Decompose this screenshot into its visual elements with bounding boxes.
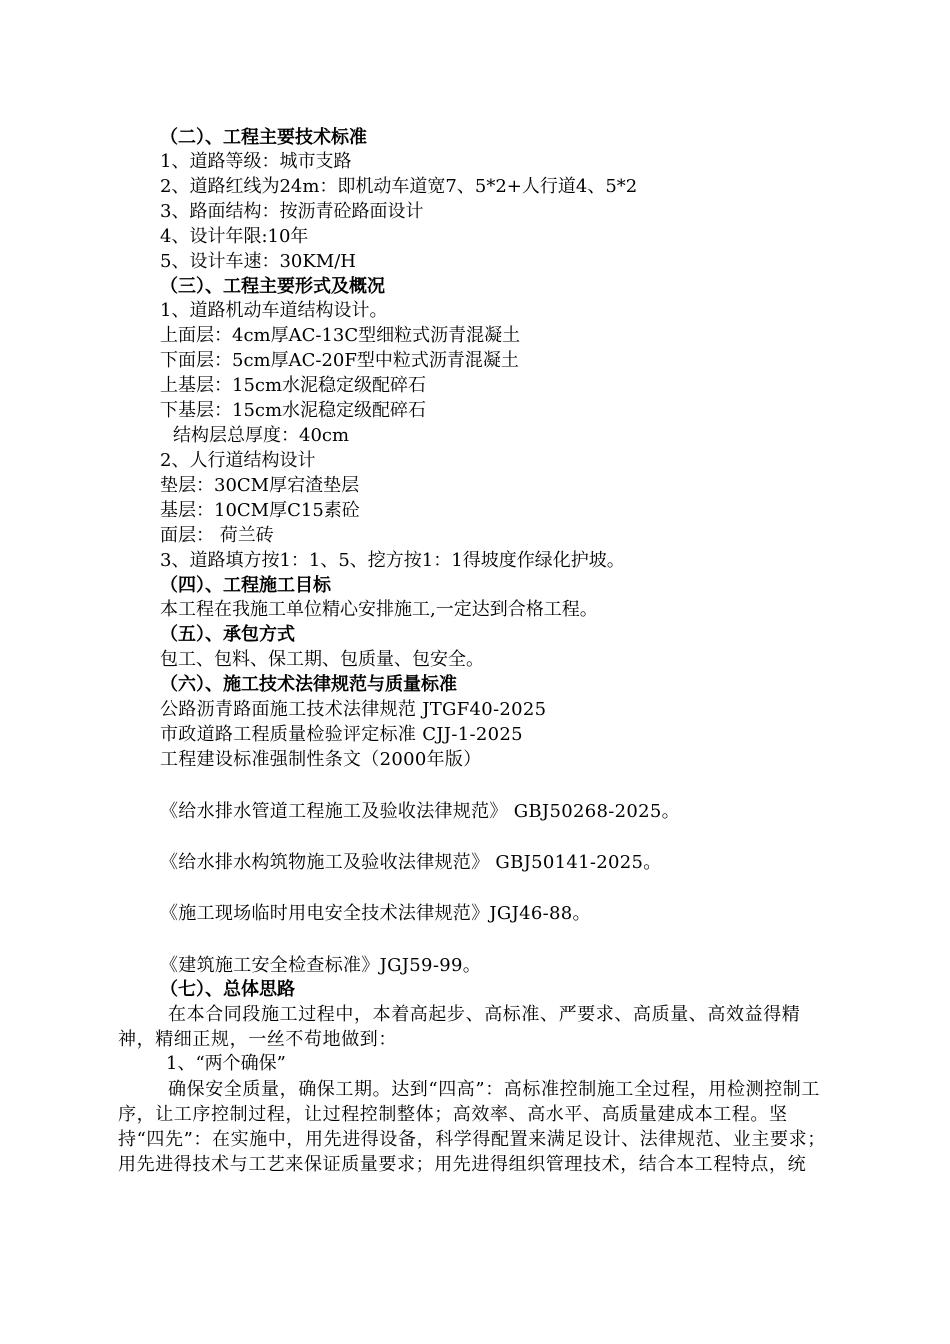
section-6-standard-4: 《给水排水管道工程施工及验收法律规范》 GBJ50268-2025。 — [160, 801, 680, 822]
section-6-standard-1: 公路沥青路面施工技术法律规范 JTGF40-2025 — [160, 699, 547, 720]
section-7-subheading-1: 1、“两个确保” — [166, 1053, 286, 1074]
section-7-paragraph-1 — [118, 1002, 830, 1052]
section-3-item-9: 基层：10CM厚C15素砼 — [160, 500, 360, 521]
section-2-item-3: 3、路面结构：按沥青砼路面设计 — [160, 201, 424, 222]
section-4-text: 本工程在我施工单位精心安排施工,一定达到合格工程。 — [160, 599, 598, 620]
section-6-standard-2: 市政道路工程质量检验评定标准 CJJ-1-2025 — [160, 724, 523, 745]
section-5-heading: （五）、承包方式 — [160, 624, 295, 645]
section-3-item-3: 下面层：5cm厚AC-20F型中粒式沥青混凝土 — [160, 350, 519, 371]
section-3-item-4: 上基层：15cm水泥稳定级配碎石 — [160, 375, 427, 396]
section-3-heading: （三）、工程主要形式及概况 — [160, 276, 385, 297]
section-7-heading: （七）、总体思路 — [160, 979, 295, 1000]
section-2-item-4: 4、设计年限:10年 — [160, 226, 309, 247]
section-7-paragraph-2 — [118, 1077, 830, 1177]
section-2-item-2: 2、道路红线为24m：即机动车道宽7、5*2+人行道4、5*2 — [160, 176, 638, 197]
section-7-paragraph-2-text: 确保安全质量，确保工期。达到“四高”：高标准控制施工全过程，用检测控制工序，让工序控制过程，让过程控制整体；高效率、高水平、高质量建成本工程。坚持“四先”：在实施中，用先进得设备，科学得配置来满足设计、法律规范、业主要求；用先进得技术与工艺来保证质量要求；用先进得组织管理技术，结合本工程特点，统 — [118, 1079, 826, 1175]
section-5-text: 包工、包料、保工期、包质量、包安全。 — [160, 649, 484, 670]
section-2-heading: （二）、工程主要技术标准 — [160, 127, 367, 148]
section-6-standard-7: 《建筑施工安全检查标准》JGJ59-99。 — [160, 955, 481, 976]
section-2-item-5: 5、设计车速：30KM/H — [160, 251, 356, 272]
section-3-item-10: 面层： 荷兰砖 — [160, 525, 274, 546]
section-3-item-5: 下基层：15cm水泥稳定级配碎石 — [160, 400, 427, 421]
section-3-item-11: 3、道路填方按1：1、5、挖方按1：1得坡度作绿化护坡。 — [160, 550, 625, 571]
section-6-heading: （六）、施工技术法律规范与质量标准 — [160, 674, 457, 695]
section-6-standard-5: 《给水排水构筑物施工及验收法律规范》 GBJ50141-2025。 — [160, 852, 662, 873]
section-7-paragraph-1-text: 在本合同段施工过程中，本着高起步、高标准、严要求、高质量、高效益得精神，精细正规，一丝不苟地做到： — [118, 1004, 801, 1050]
section-3-item-1: 1、道路机动车道结构设计。 — [160, 300, 388, 321]
section-3-item-2: 上面层：4cm厚AC-13C型细粒式沥青混凝土 — [160, 325, 521, 346]
section-4-heading: （四）、工程施工目标 — [160, 575, 331, 596]
section-3-item-8: 垫层：30CM厚宕渣垫层 — [160, 475, 360, 496]
section-2-item-1: 1、道路等级：城市支路 — [160, 151, 352, 172]
section-3-item-6: 结构层总厚度：40cm — [173, 425, 350, 446]
section-6-standard-3: 工程建设标准强制性条文（2000年版） — [160, 749, 482, 770]
section-3-item-7: 2、人行道结构设计 — [160, 450, 316, 471]
section-6-standard-6: 《施工现场临时用电安全技术法律规范》JGJ46-88。 — [160, 903, 591, 924]
